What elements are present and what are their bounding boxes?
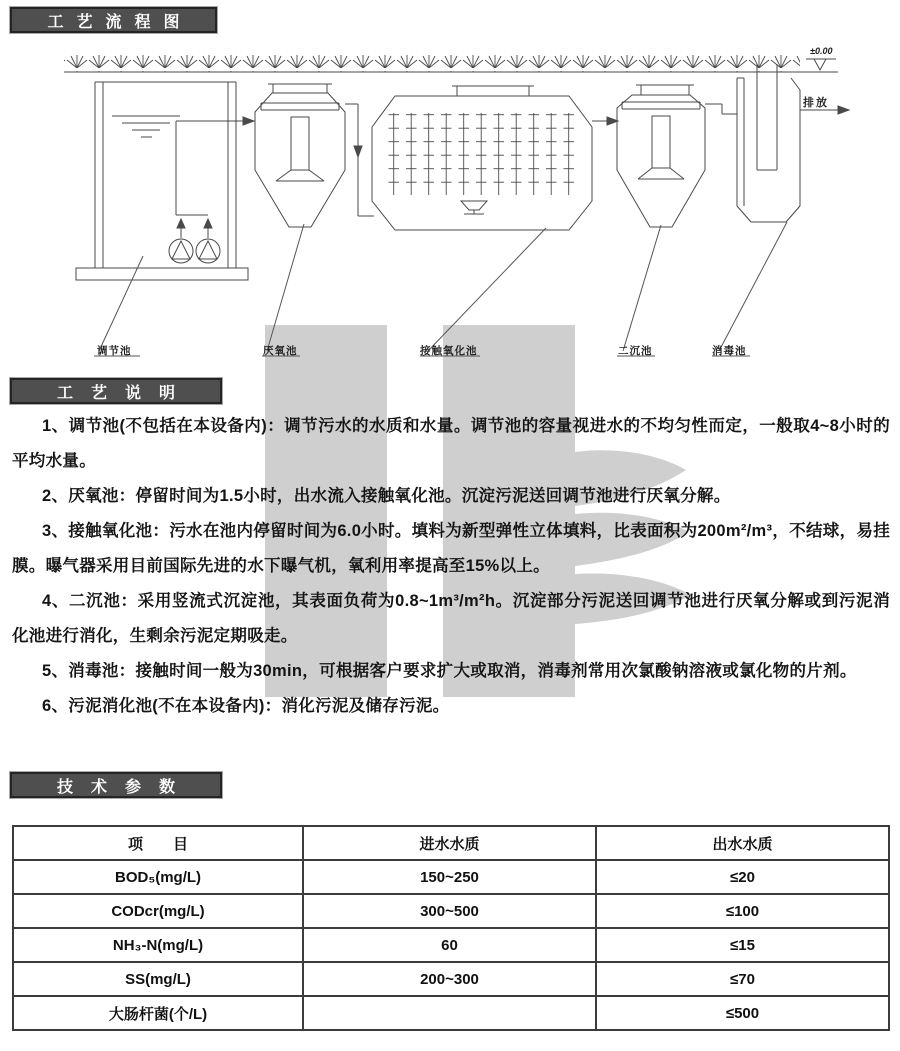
process-item-2: 2、厌氧池：停留时间为1.5小时，出水流入接触氧化池。沉淀污泥送回调节池进行厌氧分解。 — [42, 487, 731, 505]
process-item-4: 4、二沉池：采用竖流式沉淀池，其表面负荷为0.8~1m³/m²h。沉淀部分污泥送回调节池进行厌氧分解或到污泥消化池进行消化，生剩余污泥定期吸走。 — [12, 592, 890, 645]
tank-label-regulation: 调节池 — [97, 345, 132, 357]
param-cell: ≤70 — [596, 962, 889, 996]
param-cell: 60 — [303, 928, 596, 962]
param-cell: ≤20 — [596, 860, 889, 894]
process-item-1: 1、调节池(不包括在本设备内)：调节污水的水质和水量。调节池的容量视进水的不均匀性而定，一般取4~8小时的平均水量。 — [12, 417, 890, 470]
param-header-influent: 进水水质 — [303, 826, 596, 860]
process-description — [12, 409, 890, 724]
param-cell: CODcr(mg/L) — [13, 894, 303, 928]
tank-label-anaerobic: 厌氧池 — [263, 345, 298, 357]
section-header-flow-diagram: 工艺流程图 — [10, 7, 217, 33]
param-cell: BOD₅(mg/L) — [13, 860, 303, 894]
param-cell: 300~500 — [303, 894, 596, 928]
table-row-cod — [13, 894, 889, 928]
table-header-row — [13, 826, 889, 860]
param-header-effluent: 出水水质 — [596, 826, 889, 860]
param-cell: 150~250 — [303, 860, 596, 894]
process-item-3: 3、接触氧化池：污水在池内停留时间为6.0小时。填料为新型弹性立体填料，比表面积为200m²/m³，不结球，易挂膜。曝气器采用目前国际先进的水下曝气机，氧利用率提高至15%以上。 — [12, 522, 890, 575]
process-item-5: 5、消毒池：接触时间一般为30min，可根据客户要求扩大或取消，消毒剂常用次氯酸钠溶液或氯化物的片剂。 — [42, 662, 857, 680]
param-cell: 大肠杆菌(个/L) — [13, 996, 303, 1030]
param-header-item: 项 目 — [13, 826, 303, 860]
tank-anaerobic — [255, 84, 374, 227]
table-row-bod — [13, 860, 889, 894]
tank-label-secondary-sedimentation: 二沉池 — [618, 345, 653, 357]
section-header-process-description: 工艺说明 — [10, 378, 222, 404]
param-cell — [303, 996, 596, 1030]
technical-parameters-table — [12, 825, 890, 1031]
elevation-marker — [806, 59, 836, 70]
section-header-technical-parameters: 技术参数 — [10, 772, 222, 798]
process-item-6: 6、污泥消化池(不在本设备内)：消化污泥及储存污泥。 — [42, 697, 450, 715]
label-leader-lines — [94, 222, 787, 356]
process-flow-diagram — [0, 0, 900, 372]
tank-regulation — [76, 82, 254, 280]
table-row-ss — [13, 962, 889, 996]
param-cell: ≤15 — [596, 928, 889, 962]
tank-label-contact-oxidation: 接触氧化池 — [420, 345, 478, 357]
tank-secondary-sedimentation — [617, 85, 737, 227]
tank-label-disinfection: 消毒池 — [712, 345, 747, 357]
param-cell: 200~300 — [303, 962, 596, 996]
param-cell: NH₃-N(mg/L) — [13, 928, 303, 962]
discharge-label: 排放 — [803, 97, 829, 109]
param-cell: SS(mg/L) — [13, 962, 303, 996]
tank-contact-oxidation — [372, 86, 618, 230]
tank-disinfection — [737, 64, 849, 222]
ground-line — [64, 55, 838, 72]
table-row-nh3n — [13, 928, 889, 962]
param-cell: ≤500 — [596, 996, 889, 1030]
elevation-label: ±0.00 — [810, 46, 833, 56]
param-cell: ≤100 — [596, 894, 889, 928]
table-row-coliform — [13, 996, 889, 1030]
